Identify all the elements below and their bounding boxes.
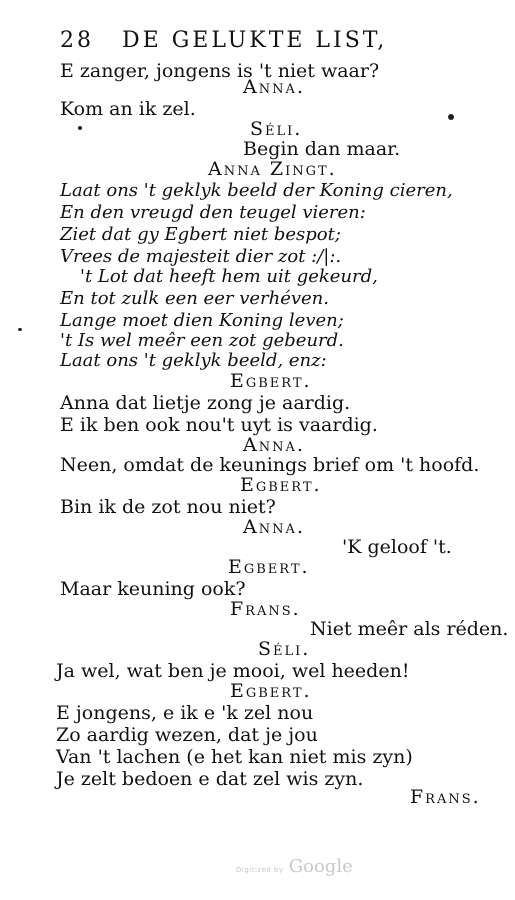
speaker-name: Anna. <box>243 516 305 538</box>
song-line: 't Is wel meêr een zot gebeurd. <box>60 330 344 351</box>
watermark-prefix: Digitized by <box>236 866 284 874</box>
speaker-name: Egbert. <box>240 474 322 496</box>
speaker-name: Anna. <box>243 76 305 98</box>
verse-line: Van 't lachen (e het kan niet mis zyn) <box>56 746 413 768</box>
song-line: Lange moet dien Koning leven; <box>60 310 344 331</box>
song-line: Vrees de majesteit dier zot :/|:. <box>60 246 342 267</box>
speaker-name: Egbert. <box>230 680 312 702</box>
verse-line: Neen, omdat de keunings brief om 't hoofd. <box>60 454 480 476</box>
song-line: Laat ons 't geklyk beeld der Koning cieren, <box>60 180 453 201</box>
catchword: Frans. <box>410 786 481 808</box>
verse-line: Bin ik de zot nou niet? <box>60 496 276 518</box>
running-title: DE GELUKTE LIST, <box>122 28 388 53</box>
speaker-name: Egbert. <box>230 370 312 392</box>
verse-line: E ik ben ook nou't uyt is vaardig. <box>60 414 378 436</box>
verse-line: Anna dat lietje zong je aardig. <box>60 392 351 414</box>
verse-line: Je zelt bedoen e dat zel wis zyn. <box>56 768 364 790</box>
verse-line: Zo aardig wezen, dat je jou <box>56 724 318 746</box>
ink-speck <box>18 328 22 331</box>
speaker-name: Séli. <box>250 118 303 140</box>
verse-line: 'K geloof 't. <box>342 536 452 558</box>
song-line: Laat ons 't geklyk beeld, enz: <box>60 350 327 371</box>
song-line: Ziet dat gy Egbert niet bespot; <box>60 224 341 245</box>
ink-speck <box>448 114 454 120</box>
ink-speck <box>78 126 82 130</box>
google-logo: Google <box>288 856 353 877</box>
song-line: En den vreugd den teugel vieren: <box>60 202 366 223</box>
song-line: En tot zulk een eer verhéven. <box>60 288 329 309</box>
song-line: 't Lot dat heeft hem uit gekeurd, <box>80 266 378 287</box>
speaker-name: Egbert. <box>228 556 310 578</box>
verse-line: Kom an ik zel. <box>60 98 196 120</box>
verse-line: Niet meêr als réden. <box>310 618 509 640</box>
verse-line: Maar keuning ook? <box>60 578 246 600</box>
speaker-name: Anna Zingt. <box>208 158 337 180</box>
speaker-name: Anna. <box>243 434 305 456</box>
verse-line: E zanger, jongens is 't niet waar? <box>60 60 380 82</box>
page-number: 28 <box>60 28 94 53</box>
verse-line: Begin dan maar. <box>243 138 401 160</box>
verse-line: E jongens, e ik e 'k zel nou <box>56 702 314 724</box>
speaker-name: Frans. <box>230 598 301 620</box>
digitized-watermark <box>236 856 353 877</box>
speaker-name: Séli. <box>258 638 311 660</box>
verse-line: Ja wel, wat ben je mooi, wel heeden! <box>56 660 410 682</box>
